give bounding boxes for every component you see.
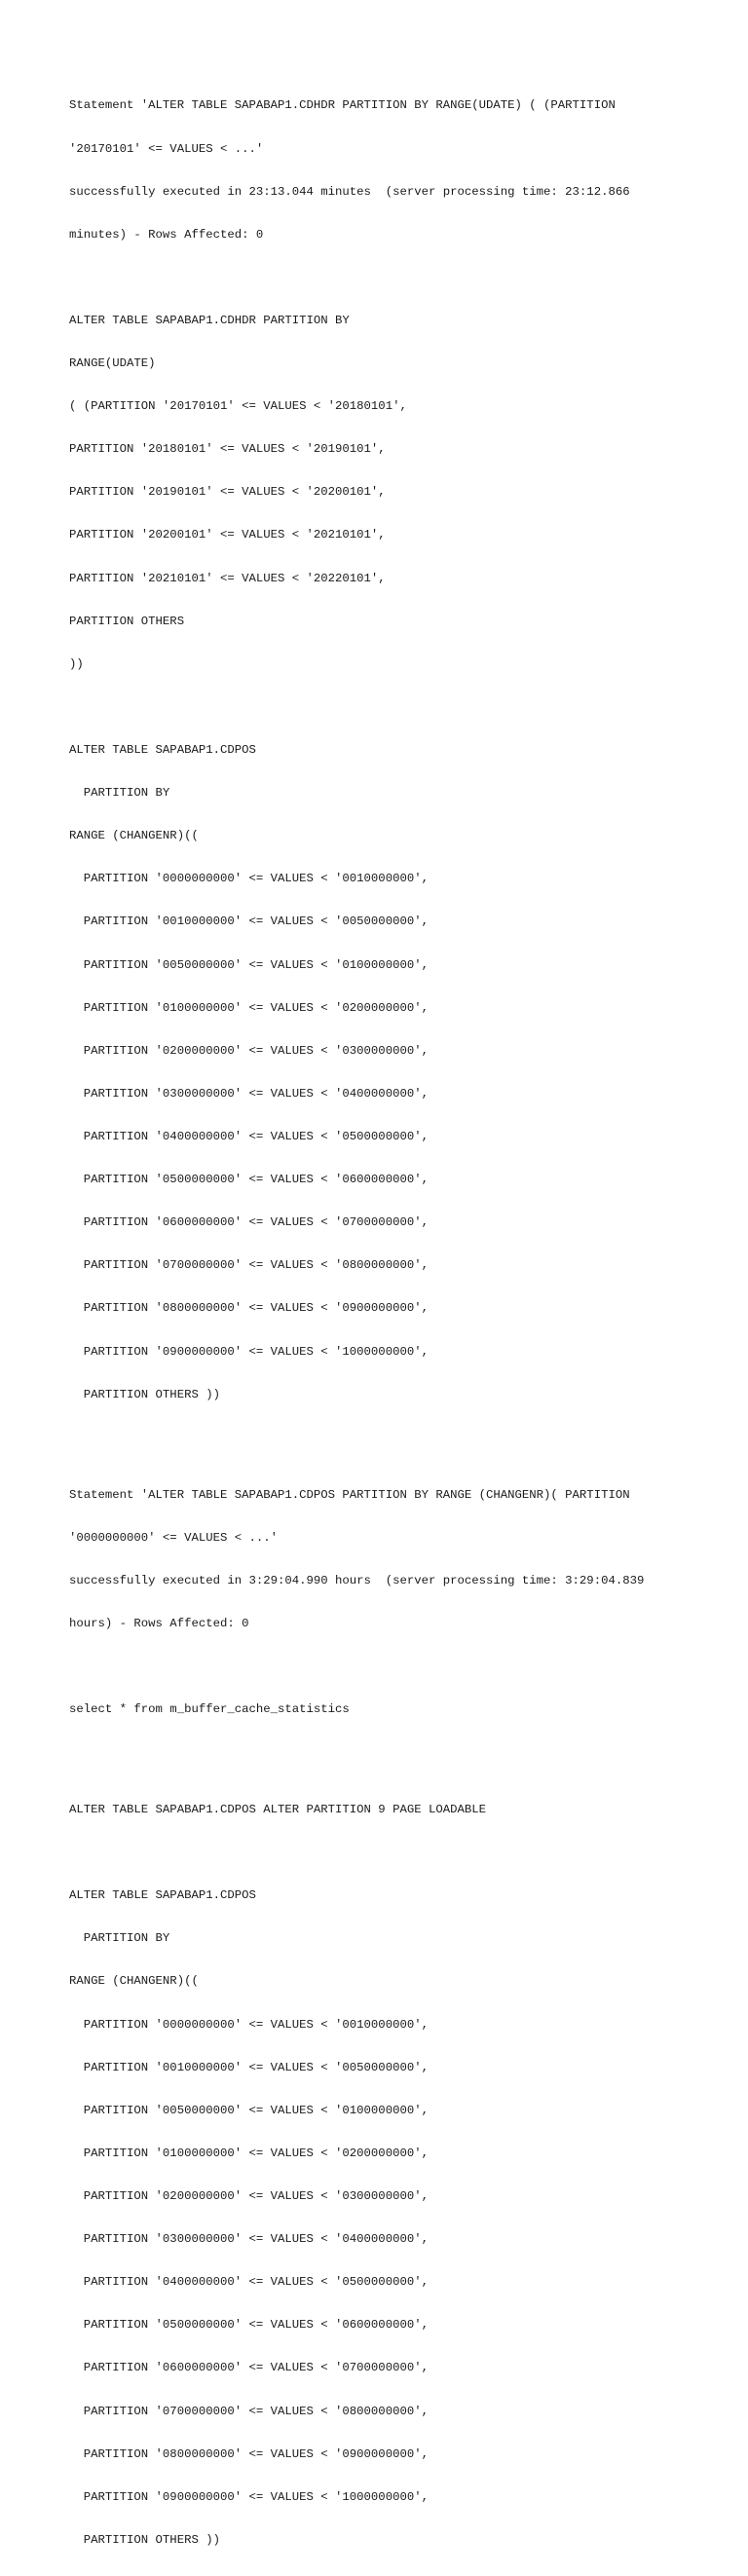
text-line: '20170101' <= VALUES < ...' xyxy=(69,141,264,156)
text-line: PARTITION '0050000000' <= VALUES < '0100000000', xyxy=(69,2103,429,2117)
text-line: PARTITION OTHERS )) xyxy=(69,1387,220,1401)
text-line: PARTITION '0050000000' <= VALUES < '0100000000', xyxy=(69,957,429,972)
text-line: PARTITION BY xyxy=(69,786,170,801)
buffer-cache-query xyxy=(69,1674,748,1746)
text-line: PARTITION OTHERS )) xyxy=(69,2532,220,2547)
text-line: hours) - Rows Affected: 0 xyxy=(69,1616,249,1630)
page-loadable-statement xyxy=(69,1774,748,1847)
text-line: PARTITION '0200000000' <= VALUES < '0300000000', xyxy=(69,2188,429,2203)
text-line: PARTITION '0300000000' <= VALUES < '0400000000', xyxy=(69,2232,429,2247)
text-line: RANGE(UDATE) xyxy=(69,356,156,371)
cdpos-statement-result xyxy=(69,1459,748,1660)
text-line: PARTITION '0000000000' <= VALUES < '0010000000', xyxy=(69,2017,429,2032)
text-line: select * from m_buffer_cache_statistics xyxy=(69,1702,350,1717)
text-line: )) xyxy=(69,656,84,671)
text-line: PARTITION '0800000000' <= VALUES < '0900000000', xyxy=(69,2446,429,2461)
text-line: RANGE (CHANGENR)(( xyxy=(69,1974,199,1989)
text-line: PARTITION '20180101' <= VALUES < '20190101', xyxy=(69,442,386,457)
text-line: PARTITION BY xyxy=(69,1931,170,1946)
text-line: ALTER TABLE SAPABAP1.CDHDR PARTITION BY xyxy=(69,313,350,327)
text-line: PARTITION '0010000000' <= VALUES < '0050000000', xyxy=(69,2060,429,2074)
text-line: PARTITION '0600000000' <= VALUES < '0700000000', xyxy=(69,2361,429,2375)
text-line: PARTITION '0700000000' <= VALUES < '0800000000', xyxy=(69,2404,429,2418)
text-line: Statement 'ALTER TABLE SAPABAP1.CDPOS PARTITION BY RANGE (CHANGENR)( PARTITION xyxy=(69,1487,630,1502)
text-line: ALTER TABLE SAPABAP1.CDPOS xyxy=(69,743,256,758)
text-line: PARTITION '0400000000' <= VALUES < '0500000000', xyxy=(69,2275,429,2290)
text-line: PARTITION '0100000000' <= VALUES < '0200000000', xyxy=(69,2146,429,2160)
text-line: PARTITION '0400000000' <= VALUES < '0500000000', xyxy=(69,1130,429,1143)
text-line: PARTITION '0300000000' <= VALUES < '0400000000', xyxy=(69,1086,429,1101)
cdpos-alter-statement xyxy=(69,715,748,1431)
text-line: PARTITION '0900000000' <= VALUES < '1000000000', xyxy=(69,2489,429,2504)
text-line: PARTITION '0200000000' <= VALUES < '0300000000', xyxy=(69,1043,429,1058)
text-line: PARTITION '20210101' <= VALUES < '20220101', xyxy=(69,571,386,585)
text-line: successfully executed in 23:13.044 minutes (server processing time: 23:12.866 xyxy=(69,184,630,199)
text-line: successfully executed in 3:29:04.990 hours (server processing time: 3:29:04.839 xyxy=(69,1573,645,1587)
text-line: PARTITION '20190101' <= VALUES < '20200101', xyxy=(69,485,386,500)
text-line: Statement 'ALTER TABLE SAPABAP1.CDHDR PARTITION BY RANGE(UDATE) ( (PARTITION xyxy=(69,98,616,113)
text-line: PARTITION '0800000000' <= VALUES < '0900000000', xyxy=(69,1301,429,1316)
text-line: ALTER TABLE SAPABAP1.CDPOS ALTER PARTITION 9 PAGE LOADABLE xyxy=(69,1803,487,1816)
text-line: PARTITION OTHERS xyxy=(69,614,185,628)
text-line: '0000000000' <= VALUES < ...' xyxy=(69,1530,279,1545)
cdhdr-statement-result xyxy=(69,70,748,271)
cdpos-alter-statement-repeat xyxy=(69,1860,748,2576)
text-line: ( (PARTITION '20170101' <= VALUES < '20180101', xyxy=(69,399,407,414)
text-line: PARTITION '0700000000' <= VALUES < '0800000000', xyxy=(69,1258,429,1273)
text-line: PARTITION '0500000000' <= VALUES < '0600000000', xyxy=(69,2318,429,2333)
cdhdr-alter-statement xyxy=(69,285,748,700)
text-line: PARTITION '0000000000' <= VALUES < '0010000000', xyxy=(69,872,429,886)
text-line: PARTITION '0500000000' <= VALUES < '0600000000', xyxy=(69,1173,429,1187)
text-line: PARTITION '0010000000' <= VALUES < '0050000000', xyxy=(69,915,429,929)
text-line: PARTITION '0100000000' <= VALUES < '0200000000', xyxy=(69,1000,429,1015)
text-line: PARTITION '20200101' <= VALUES < '20210101', xyxy=(69,528,386,542)
text-line: PARTITION '0900000000' <= VALUES < '1000000000', xyxy=(69,1344,429,1359)
text-line: RANGE (CHANGENR)(( xyxy=(69,829,199,843)
text-line: PARTITION '0600000000' <= VALUES < '0700000000', xyxy=(69,1215,429,1230)
document-page xyxy=(69,70,748,2576)
text-line: ALTER TABLE SAPABAP1.CDPOS xyxy=(69,1888,256,1903)
text-line: minutes) - Rows Affected: 0 xyxy=(69,227,264,242)
